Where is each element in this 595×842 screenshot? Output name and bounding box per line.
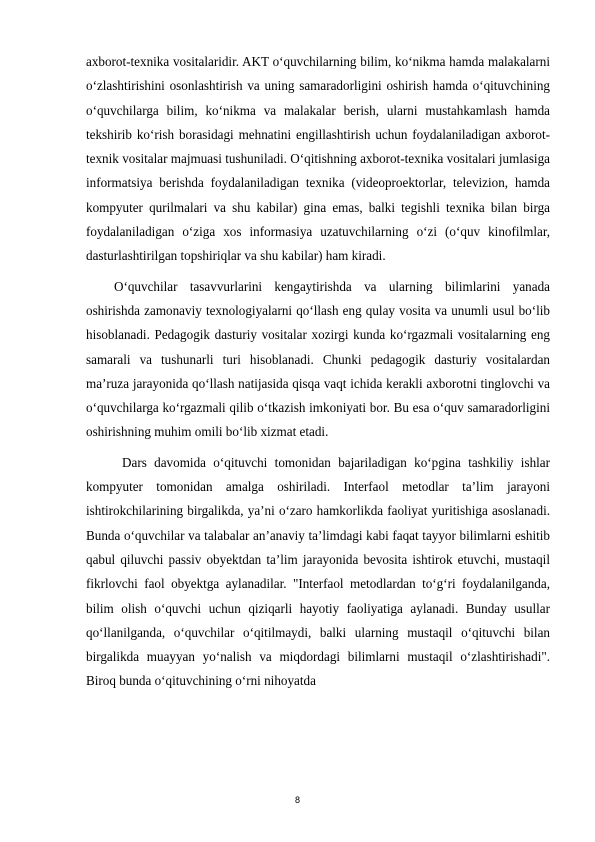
paragraph-2: O‘quvchilar tasavvurlarini kengaytirishda va ularning bilimlarini yanada oshirishda zamonaviy texnologiyalarni qo‘llash eng qulay vosita va unumli usul bo‘lib hisoblanadi. Pedagogik dasturiy vositalar xozirgi kunda ko‘rgazmali vositalarning eng samarali va tushunarli turi hisoblanadi. Chunki pedagogik dasturiy vositalardan ma’ruza jarayonida qo‘llash natijasida qisqa vaqt ichida kerakli axborotni tinglovchi va o‘quvchilarga ko‘rgazmali qilib o‘tkazish imkoniyati bor. Bu esa o‘quv samaradorligini oshirishning muhim omili bo‘lib xizmat etadi. — [86, 278, 550, 440]
page-number: 8 — [294, 795, 300, 805]
document-body — [86, 50, 550, 700]
paragraph-1: axborot-texnika vositalaridir. AKT o‘quvchilarning bilim, ko‘nikma hamda malakalarni o‘zlashtirishini osonlashtirish va uning samaradorligini oshirish hamda o‘qituvchining o‘quvchilarga bilim, ko‘nikma va malakalar berish, ularni mustahkamlash hamda tekshirib ko‘rish borasidagi mehnatini engillashtirish uchun foydalaniladigan axborot-texnik vositalar majmuasi tushuniladi. O‘qitishning axborot-texnika vositalari jumlasiga informatsiya berishda foydalaniladigan texnika (videoproektorlar, televizion, hamda kompyuter qurilmalari va shu kabilar) gina emas, balki tegishli texnika bilan birga foydalaniladigan o‘ziga xos informasiya uzatuvchilarning o‘zi (o‘quv kinofilmlar, dasturlashtirilgan topshiriqlar va shu kabilar) ham kiradi. — [86, 54, 550, 264]
paragraph-3: Dars davomida o‘qituvchi tomonidan bajariladigan ko‘pgina tashkiliy ishlar kompyuter tomonidan amalga oshiriladi. Interfaol metodlar ta’lim jarayoni ishtirokchilarining birgalikda, ya’ni o‘zaro hamkorlikda faoliyat yuritishiga asoslanadi. Bunda o‘quvchilar va talabalar an’anaviy ta’limdagi kabi faqat tayyor bilimlarni eshitib qabul qiluvchi passiv obyektdan ta’lim jarayonida bevosita ishtirok etuvchi, mustaqil fikrlovchi faol obyektga aylanadilar. "Interfaol metodlardan to‘g‘ri foydalanilganda, bilim olish o‘quvchi uchun qiziqarli hayotiy faoliyatiga aylanadi. Bunday usullar qo‘llanilganda, o‘quvchilar o‘qitilmaydi, balki ularning mustaqil o‘qituvchi bilan birgalikda muayyan yo‘nalish va miqdordagi bilimlarni mustaqil o‘zlashtirishadi". Biroq bunda o‘qituvchining o‘rni nihoyatda — [86, 454, 550, 689]
